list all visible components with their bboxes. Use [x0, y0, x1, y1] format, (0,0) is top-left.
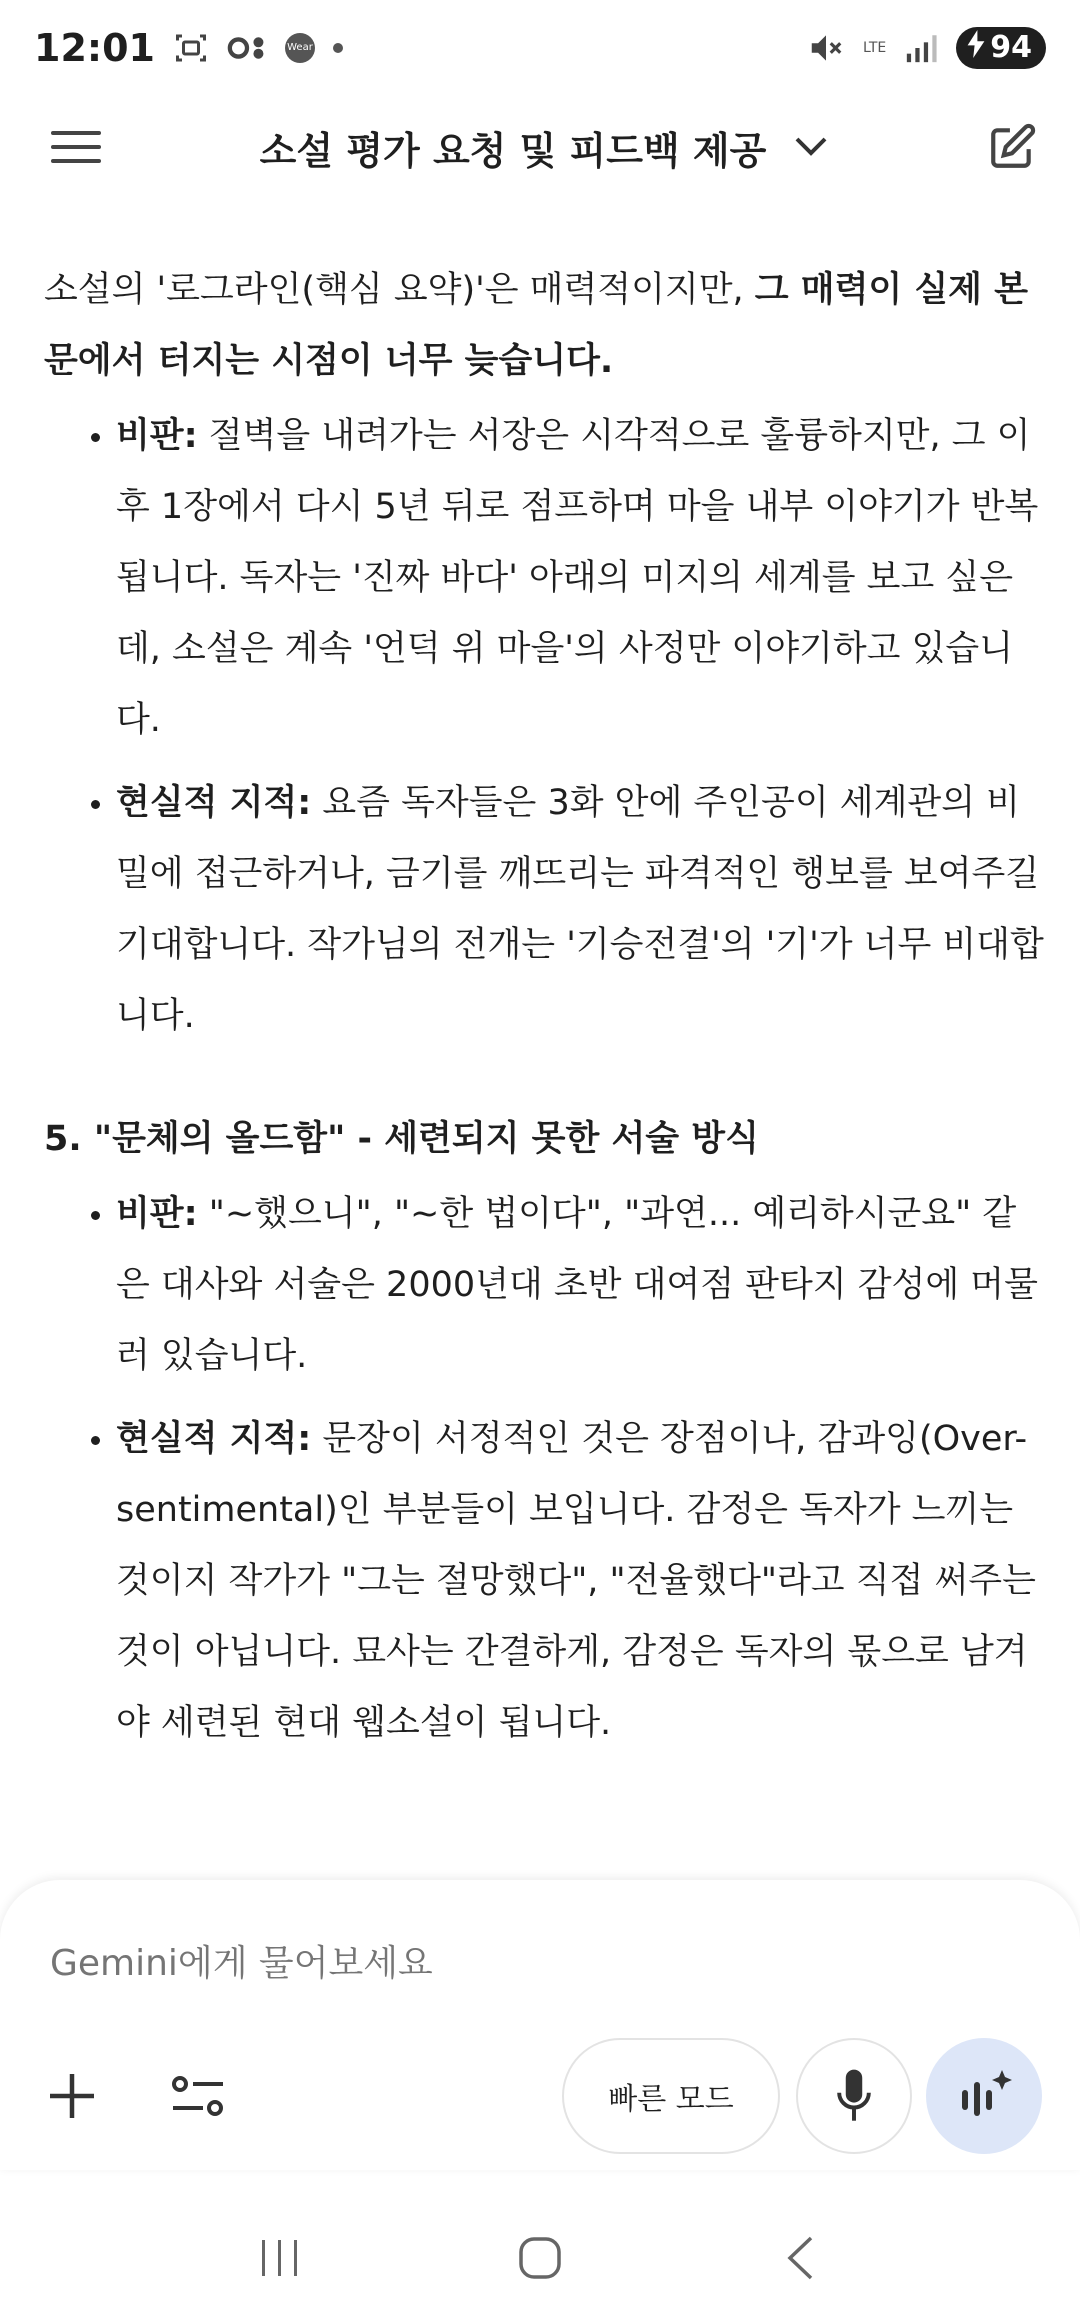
- status-left: [34, 26, 343, 70]
- list-item-label: 현실적 지적:: [116, 783, 312, 823]
- conversation-title-dropdown[interactable]: [260, 120, 829, 175]
- charging-icon: [966, 30, 986, 66]
- tools-icon: [171, 2072, 225, 2120]
- app-bar: [0, 95, 1080, 199]
- network-type: LTE: [862, 39, 887, 56]
- intro-bold-text: 그 매력이 실제 본문에서 터지는 시점이 너무 늦습니다.: [44, 270, 1028, 381]
- notification-dot-icon: [333, 43, 343, 53]
- list-item: [116, 401, 1044, 756]
- section-5-list: [44, 1179, 1044, 1759]
- chevron-down-icon: [794, 136, 828, 158]
- list-item-label: 비판:: [116, 416, 198, 456]
- list-item-text: 요즘 독자들은 3화 안에 주인공이 세계관의 비밀에 접근하거나, 금기를 깨뜨리는 파격적인 행보를 보여주길 기대합니다. 작가님의 전개는 '기승전결'의 '기'가 너무 비대합니다.: [116, 783, 1044, 1036]
- prompt-input[interactable]: [48, 1930, 1028, 1996]
- battery-level: 94: [990, 30, 1032, 65]
- screenshot-icon: [173, 30, 209, 66]
- recent-apps-button[interactable]: [230, 2218, 330, 2298]
- back-icon: [785, 2235, 815, 2281]
- page-title: 소설 평가 요청 및 피드백 제공: [259, 128, 767, 173]
- list-item-label: 현실적 지적:: [116, 1419, 312, 1459]
- live-button[interactable]: [926, 2038, 1042, 2154]
- signal-icon: [904, 31, 938, 65]
- list-item-text: "~했으니", "~한 법이다", "과연... 예리하시군요" 같은 대사와 서술은 2000년대 초반 대여점 판타지 감성에 머물러 있습니다.: [116, 1194, 1038, 1376]
- plus-icon: [46, 2070, 98, 2122]
- status-time: 12:01: [34, 25, 155, 70]
- composer-actions: [0, 2038, 1080, 2154]
- intro-text: 소설의 '로그라인(핵심 요약)'은 매력적이지만,: [44, 270, 755, 310]
- response-content: [44, 255, 1044, 1759]
- mic-icon: [834, 2068, 874, 2124]
- section-4-list: [44, 401, 1044, 1052]
- menu-icon: [51, 129, 101, 165]
- list-item-label: 비판:: [116, 1194, 198, 1234]
- battery-indicator: [956, 27, 1046, 69]
- wear-icon: Wear: [285, 33, 315, 63]
- composer: [0, 1880, 1080, 2170]
- live-icon: [956, 2068, 1012, 2124]
- recent-apps-icon: [258, 2238, 302, 2278]
- status-right: [807, 27, 1046, 69]
- lte-icon: [863, 41, 886, 55]
- intro-paragraph: [44, 255, 1044, 397]
- list-item-text: 절벽을 내려가는 서장은 시각적으로 훌륭하지만, 그 이후 1장에서 다시 5년 뒤로 점프하며 마을 내부 이야기가 반복됩니다. 독자는 '진짜 바다' 아래의 미지의 세계를 보고 싶은데, 소설은 계속 '언덕 위 마을'의 사정만 이야기하고 있습니다.: [116, 416, 1039, 740]
- voice-input-button[interactable]: [796, 2038, 912, 2154]
- link-icon: [227, 33, 267, 63]
- edit-icon: [987, 122, 1037, 172]
- mute-icon: [807, 29, 845, 67]
- list-item: [116, 1404, 1044, 1759]
- list-item-text: 문장이 서정적인 것은 장점이나, 감과잉(Over-sentimental)인 부분들이 보입니다. 감정은 독자가 느끼는 것이지 작가가 "그는 절망했다", "전율했다"라고 직접 써주는 것이 아닙니다. 묘사는 간결하게, 감정은 독자의 몫으로 남겨야 세련된 현대 웹소설이 됩니다.: [116, 1419, 1036, 1743]
- menu-button[interactable]: [44, 115, 108, 179]
- add-attachment-button[interactable]: [40, 2064, 104, 2128]
- list-item: [116, 768, 1044, 1052]
- new-chat-button[interactable]: [980, 115, 1044, 179]
- fast-mode-button[interactable]: 빠른 모드: [562, 2038, 780, 2154]
- status-bar: [0, 0, 1080, 95]
- home-icon: [518, 2236, 562, 2280]
- back-button[interactable]: [750, 2218, 850, 2298]
- tools-button[interactable]: [166, 2064, 230, 2128]
- system-nav-bar: [0, 2200, 1080, 2316]
- home-button[interactable]: [490, 2218, 590, 2298]
- list-item: [116, 1179, 1044, 1392]
- section-5-heading: 5. "문체의 올드함" - 세련되지 못한 서술 방식: [44, 1119, 759, 1159]
